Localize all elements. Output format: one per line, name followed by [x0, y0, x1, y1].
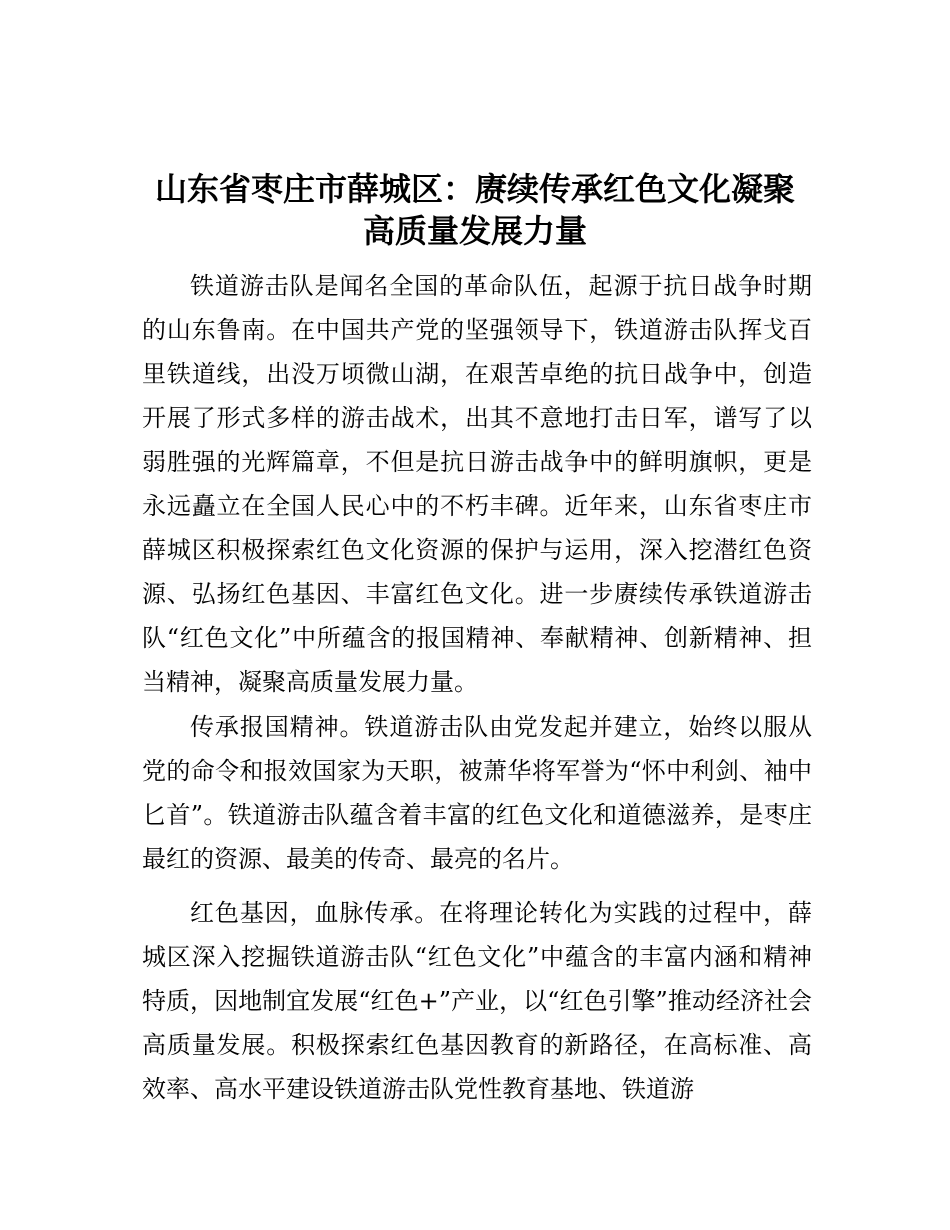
paragraph-text: 传承报国精神。铁道游击队由党发起并建立，始终以服从党的命令和报效国家为天职，被萧华将军誉为“怀中利剑、袖中匕首”。铁道游击队蕴含着丰富的红色文化和道德滋养，是枣庄最红的资源、最美的传奇、最亮的名片。	[142, 713, 812, 873]
body-paragraph-1	[142, 264, 812, 704]
document-title-line-2: 高质量发展力量	[362, 212, 587, 250]
paragraph-text: 红色基因，血脉传承。在将理论转化为实践的过程中，薛城区深入挖掘铁道游击队“红色文化”中蕴含的丰富内涵和精神特质，因地制宜发展“红色+”产业，以“红色引擎”推动经济社会高质量发展。积极探索红色基因教育的新路径，在高标准、高效率、高水平建设铁道游击队党性教育基地、铁道游	[142, 899, 812, 1103]
document-title-line-1: 山东省枣庄市薛城区：赓续传承红色文化凝聚	[154, 170, 795, 208]
paragraph-text: 铁道游击队是闻名全国的革命队伍，起源于抗日战争时期的山东鲁南。在中国共产党的坚强领导下，铁道游击队挥戈百里铁道线，出没万顷微山湖，在艰苦卓绝的抗日战争中，创造开展了形式多样的游击战术，出其不意地打击日军，谱写了以弱胜强的光辉篇章，不但是抗日游击战争中的鲜明旗帜，更是永远矗立在全国人民心中的不朽丰碑。近年来，山东省枣庄市薛城区积极探索红色文化资源的保护与运用，深入挖潜红色资源、弘扬红色基因、丰富红色文化。进一步赓续传承铁道游击队“红色文化”中所蕴含的报国精神、奉献精神、创新精神、担当精神，凝聚高质量发展力量。	[142, 272, 812, 696]
body-paragraph-2	[142, 705, 812, 881]
body-paragraph-3	[142, 891, 812, 1111]
